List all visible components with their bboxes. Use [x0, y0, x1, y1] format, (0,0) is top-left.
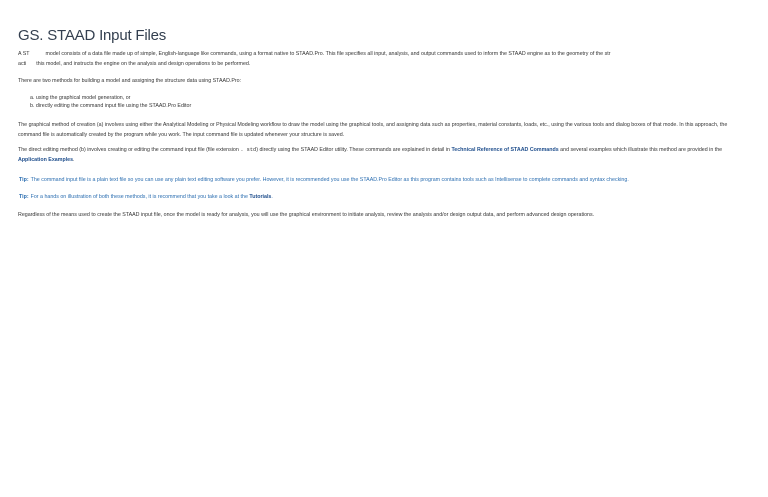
closing-paragraph: Regardless of the means used to create the STAAD input file, once the model is ready for analysis, you will use the graphical environment to initiate analysis, review the analysis and/or design output data, and perform advanced design operations.	[18, 212, 595, 218]
file-extension: . std	[240, 147, 257, 153]
technical-reference-link[interactable]: Technical Reference of STAAD Commands	[451, 147, 559, 153]
page-title: GS. STAAD Input Files	[18, 27, 167, 44]
application-examples-link[interactable]: Application Examples	[18, 156, 74, 163]
tip-editor	[19, 176, 629, 185]
tip-tutorials	[19, 193, 273, 202]
direct-text-2: ) directly using the STAAD Editor utility. These commands are explained in detail in	[256, 147, 450, 153]
intro-paragraph	[18, 50, 744, 69]
graphical-method-paragraph: The graphical method of creation (a) involves using either the Analytical Modeling or Physical Modeling workflow to draw the model using the graphical tools, and assigning data such as properties, material constants, loads, etc., using the various tools and dialog boxes of that mode. In this approach, the command file is automatically created by the program while you work. The input command file is updated whenever your structure is saved.	[18, 122, 728, 138]
direct-text-1: The direct editing method (b) involves creating or editing the command input file (file extension	[18, 147, 239, 153]
tutorials-link[interactable]: Tutorials	[249, 194, 272, 200]
method-item-a: a. using the graphical model generation, or	[30, 95, 131, 101]
tip-label: Tip:	[19, 177, 29, 183]
direct-text-end: .	[73, 156, 75, 163]
tip-text: For a hands on illustration of both these methods, it is recommend that you take a look at the	[30, 194, 248, 200]
direct-text-3: and several examples which illustrate this method are provided in the	[560, 147, 723, 153]
intro-line1-start: A ST	[18, 51, 30, 57]
intro-line2-rest: this model, and instructs the engine on the analysis and design operations to be performed.	[36, 60, 251, 67]
direct-method-paragraph	[18, 146, 744, 165]
method-item-b: b. directly editing the command input file using the STAAD.Pro Editor	[30, 103, 192, 109]
methods-intro: There are two methods for building a model and assigning the structure data using STAAD.Pro:	[18, 78, 242, 84]
intro-line1-rest: model consists of a data file made up of simple, English-language like commands, using a format native to STAAD.Pro. This file specifies all input, analysis, and output commands used to inform the STAAD engine as to the geometry of the str	[45, 51, 611, 57]
tip-text-end: .	[271, 194, 273, 200]
intro-line2-start: acti	[18, 60, 27, 67]
tip-text: The command input file is a plain text file so you can use any plain text editing software you prefer. However, it is recommended you use the STAAD.Pro Editor as this program contains tools such as Intellisense to complete commands and syntax checking.	[30, 177, 629, 183]
tip-label: Tip:	[19, 194, 29, 200]
